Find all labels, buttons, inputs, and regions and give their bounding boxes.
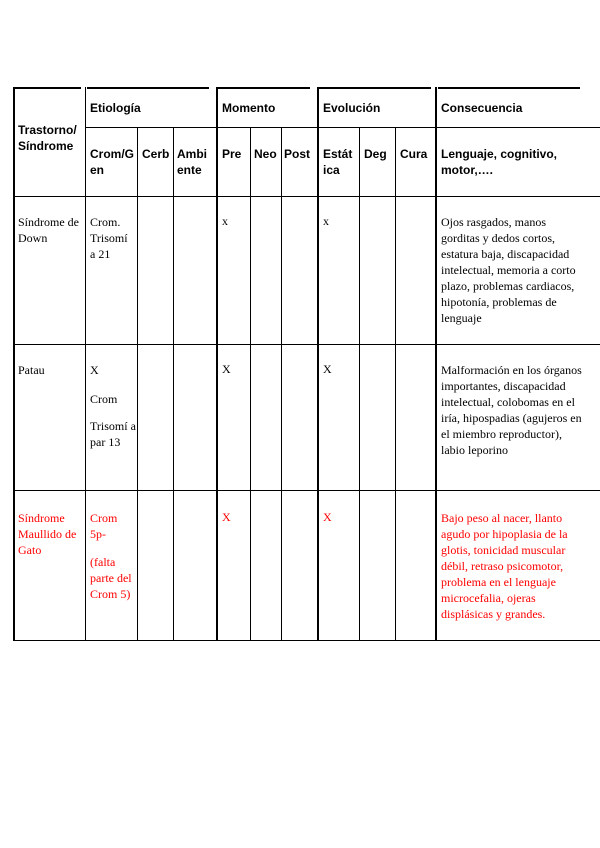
vline-cerb xyxy=(137,127,138,641)
header-trastorno: Trastorno/ Síndrome xyxy=(18,123,77,153)
header-lenguaje: Lenguaje, cognitivo, motor,…. xyxy=(441,147,558,177)
row2-estatica-mark: X xyxy=(323,362,332,376)
row3-consecuencia: Bajo peso al nacer, llanto agudo por hipoplasia de la glotis, tonicidad muscular débil, retraso psicomotor, problema en el lenguaje microcefalia, ojeras displásicas y grandes. xyxy=(441,511,568,621)
row2-pre-mark: X xyxy=(222,362,231,376)
vline-post xyxy=(281,127,282,641)
header-etiologia: Etiología xyxy=(90,101,141,115)
header-ambiente: Ambi ente xyxy=(177,147,207,177)
header-crom-gen: Crom/G en xyxy=(90,147,135,177)
top-border-2 xyxy=(87,87,209,89)
vline-evolucion xyxy=(317,87,319,641)
header-neo: Neo xyxy=(254,147,277,161)
header-momento: Momento xyxy=(222,101,276,115)
header-deg: Deg xyxy=(364,147,387,161)
row-line-3 xyxy=(13,490,600,491)
row1-crom-line2: Trisomí xyxy=(90,231,128,245)
row2-crom-label: Crom xyxy=(90,392,118,406)
header-evolucion: Evolución xyxy=(323,101,381,115)
header-estatica: Estát ica xyxy=(323,147,353,177)
row2-crom-x: X xyxy=(90,363,99,377)
top-border-4 xyxy=(319,87,431,89)
row1-estatica-mark: x xyxy=(323,214,329,228)
top-border-1 xyxy=(13,87,81,89)
top-border-5 xyxy=(438,87,580,89)
top-border-3 xyxy=(218,87,310,89)
row2-crom-detail: Trisomí a par 13 xyxy=(90,419,136,449)
vline-left xyxy=(13,87,15,641)
bottom-line xyxy=(13,640,600,641)
header-pre: Pre xyxy=(222,147,242,161)
row1-pre-mark: x xyxy=(222,214,228,228)
row1-sindrome: Síndrome de Down xyxy=(18,215,79,245)
row1-crom-line3: a 21 xyxy=(90,247,111,261)
row2-consecuencia: Malformación en los órganos importantes, discapacidad intelectual, colobomas en el iría, hipospadias (agujeros en el miembro reproductor), labio leporino xyxy=(441,363,582,457)
vline-consecuencia xyxy=(435,87,437,641)
row3-crom-note: (falta parte del Crom 5) xyxy=(90,555,132,601)
header-cura: Cura xyxy=(400,147,428,161)
row1-crom-line1: Crom. xyxy=(90,215,121,229)
row-line-2 xyxy=(13,344,600,345)
vline-etiologia xyxy=(85,87,86,641)
subheader-line xyxy=(85,127,600,128)
header-consecuencia: Consecuencia xyxy=(441,101,523,115)
row3-crom: Crom 5p- xyxy=(90,511,118,541)
row2-sindrome: Patau xyxy=(18,363,45,377)
vline-neo xyxy=(250,127,251,641)
vline-momento xyxy=(216,87,218,641)
row3-sindrome: Síndrome Maullido de Gato xyxy=(18,511,77,557)
header-cerb: Cerb xyxy=(142,147,170,161)
vline-deg xyxy=(359,127,360,641)
row-line-1 xyxy=(13,196,600,197)
row1-consecuencia: Ojos rasgados, manos gorditas y dedos cortos, estatura baja, discapacidad intelectual, memoria a corto plazo, problemas cardiacos, hipotonía, problemas de lenguaje xyxy=(441,215,576,325)
row3-estatica-mark: X xyxy=(323,510,332,524)
row3-pre-mark: X xyxy=(222,510,231,524)
header-post: Post xyxy=(284,147,311,161)
vline-ambiente xyxy=(173,127,174,641)
vline-cura xyxy=(395,127,396,641)
